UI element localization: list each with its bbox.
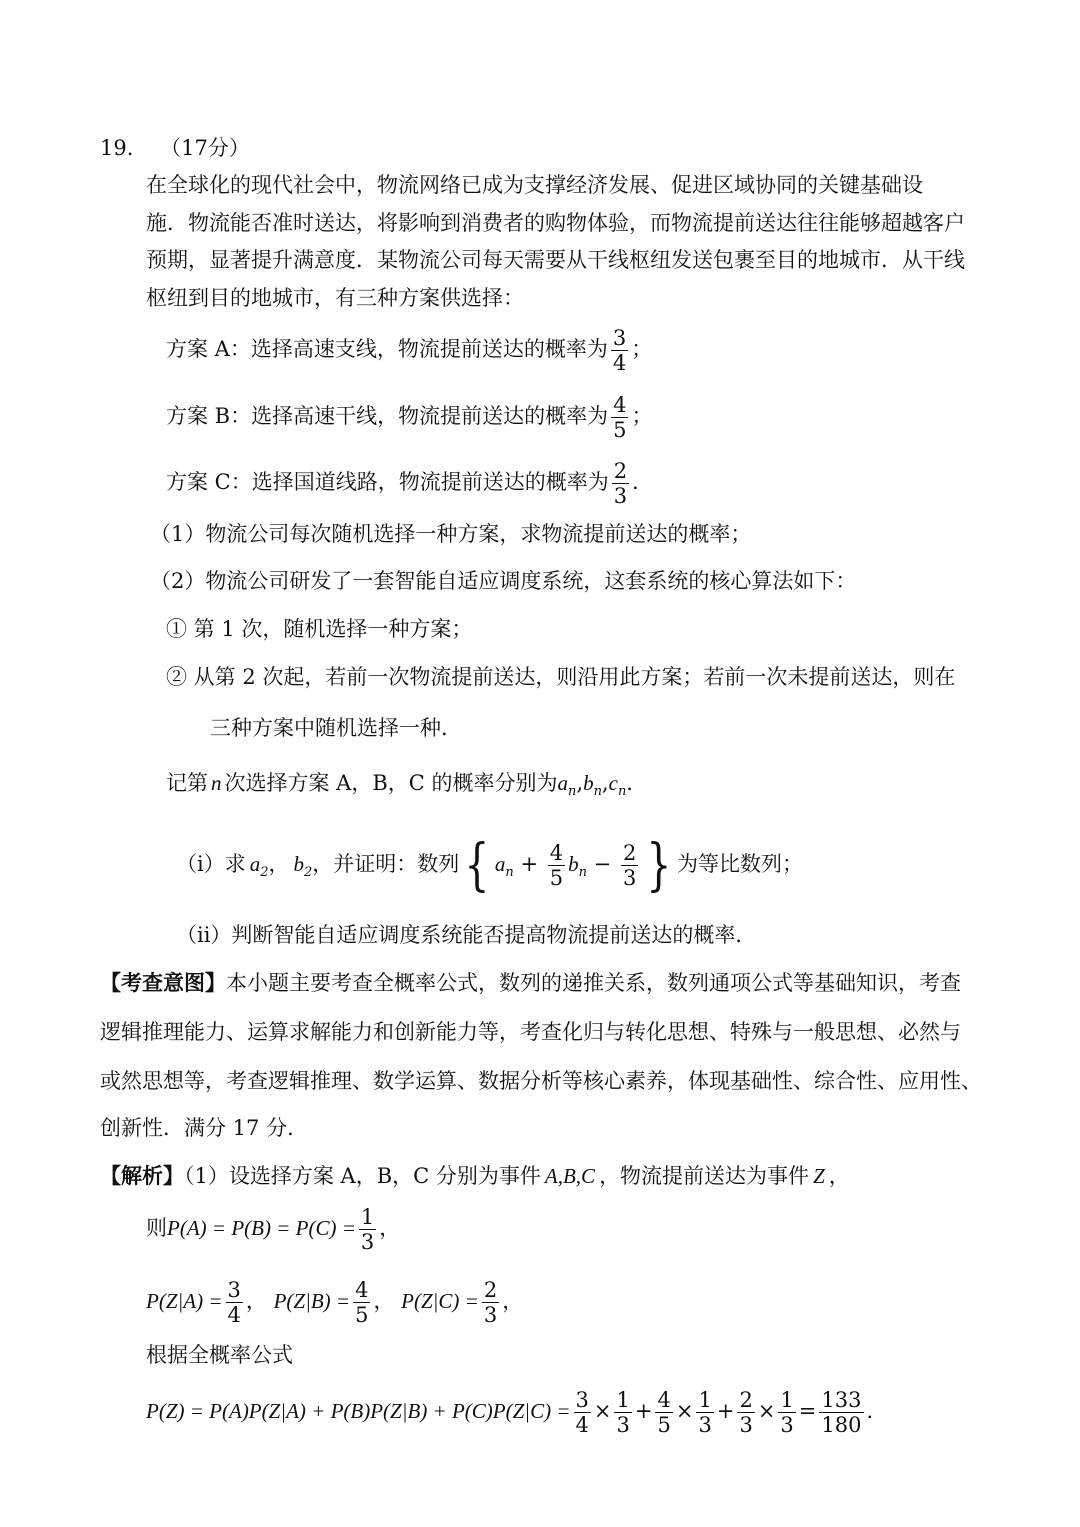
fraction: $\frac{1}{3}$ [698,1388,712,1437]
intent-line: 或然思想等，考查逻辑推理、数学运算、数据分析等核心素养，体现基础性、综合性、应用性、 [100,1069,982,1093]
solution-final-eq: P(Z) = P(A)P(Z|A) + P(B)P(Z|B) + P(C)P(Z|C) = $\frac{3}{4}$ × $\frac{1}{3}$ + $\frac{4}{5}$ × $\frac{1}{3}$ + $\frac{2}{3}$ × $\frac{1}{3}$ = $\frac{133}{180}$ ． [146,1388,888,1437]
solution-label: 【解析】 [100,1163,184,1188]
problem-points: （17分） [160,136,250,160]
plan-a: 方案 A：选择高速支线，物流提前送达的概率为 $\frac{3}{4}$ ； [166,326,653,375]
intent-line: 【考查意图】本小题主要考查全概率公式，数列的递推关系，数列通项公式等基础知识，考查 [100,970,961,995]
problem-number: 19. [100,136,134,160]
intent-line: 创新性．满分 17 分． [100,1116,309,1140]
fraction: $\frac{3}{4}$ [612,326,627,375]
fraction: $\frac{4}{5}$ [657,1388,671,1437]
fraction: $\frac{4}{5}$ [355,1278,369,1327]
total-probability-label: 根据全概率公式 [146,1343,293,1367]
part-i: （i）求 $a_2$， $b_2$，并证明：数列{ $a_n$ + $\frac{4}{5}$ $b_n$ − $\frac{2}{3}$ } 为等比数列； [176,832,803,898]
left-brace: { [464,832,490,898]
step-2-line-2: 三种方案中随机选择一种． [210,716,462,740]
question-2: （2）物流公司研发了一套智能自适应调度系统，这套系统的核心算法如下： [150,569,857,593]
fraction: $\frac{2}{3}$ [622,841,637,890]
plan-b: 方案 B：选择高速干线，物流提前送达的概率为 $\frac{4}{5}$ ； [166,393,653,442]
fraction: $\frac{1}{3}$ [616,1388,630,1437]
part-ii: （ii）判断智能自适应调度系统能否提高物流提前送达的概率． [176,923,757,947]
question-1: （1）物流公司每次随机选择一种方案，求物流提前送达的概率； [150,522,752,546]
right-brace: } [646,832,672,898]
fraction: $\frac{3}{4}$ [575,1388,589,1437]
fraction: $\frac{2}{3}$ [613,459,628,508]
solution-eq-1: 则P(A) = P(B) = P(C) = $\frac{1}{3}$ ， [146,1205,401,1254]
intent-label: 【考查意图】 [100,970,226,995]
intro-line: 枢纽到目的地城市，有三种方案供选择： [146,286,524,310]
intro-line: 施．物流能否准时送达，将影响到消费者的购物体验，而物流提前送达往往能够超越客户 [146,211,965,235]
fraction: $\frac{2}{3}$ [483,1278,498,1327]
record-line: 记第 n 次选择方案 A，B，C 的概率分别为$a_n,b_n,c_n$． [166,771,648,800]
intent-line: 逻辑推理能力、运算求解能力和创新能力等，考查化归与转化思想、特殊与一般思想、必然与 [100,1020,961,1044]
fraction: $\frac{3}{4}$ [227,1278,241,1327]
fraction: $\frac{133}{180}$ [821,1388,862,1437]
step-1: ① 第 1 次，随机选择一种方案； [166,617,473,641]
problem-header [100,133,250,163]
intro-line: 在全球化的现代社会中，物流网络已成为支撑经济发展、促进区域协同的关键基础设 [146,173,923,197]
fraction: $\frac{1}{3}$ [360,1205,375,1254]
step-2-line-1: ② 从第 2 次起，若前一次物流提前送达，则沿用此方案；若前一次未提前送达，则在 [166,665,956,689]
solution-eq-2: P(Z|A) = $\frac{3}{4}$ ， P(Z|B) = $\frac{4}{5}$ ， P(Z|C) = $\frac{2}{3}$ ， [146,1278,524,1327]
solution-line-1: 【解析】（1）设选择方案 A，B，C 分别为事件 A,B,C ，物流提前送达为事件 Z ， [100,1163,850,1188]
fraction: $\frac{1}{3}$ [780,1388,794,1437]
intro-line: 预期，显著提升满意度．某物流公司每天需要从干线枢纽发送包裹至目的地城市．从干线 [146,248,965,272]
plan-c: 方案 C：选择国道线路，物流提前送达的概率为 $\frac{2}{3}$ ． [166,459,654,508]
fraction: $\frac{4}{5}$ [613,393,627,442]
fraction: $\frac{2}{3}$ [739,1388,753,1437]
fraction: $\frac{4}{5}$ [549,841,564,890]
